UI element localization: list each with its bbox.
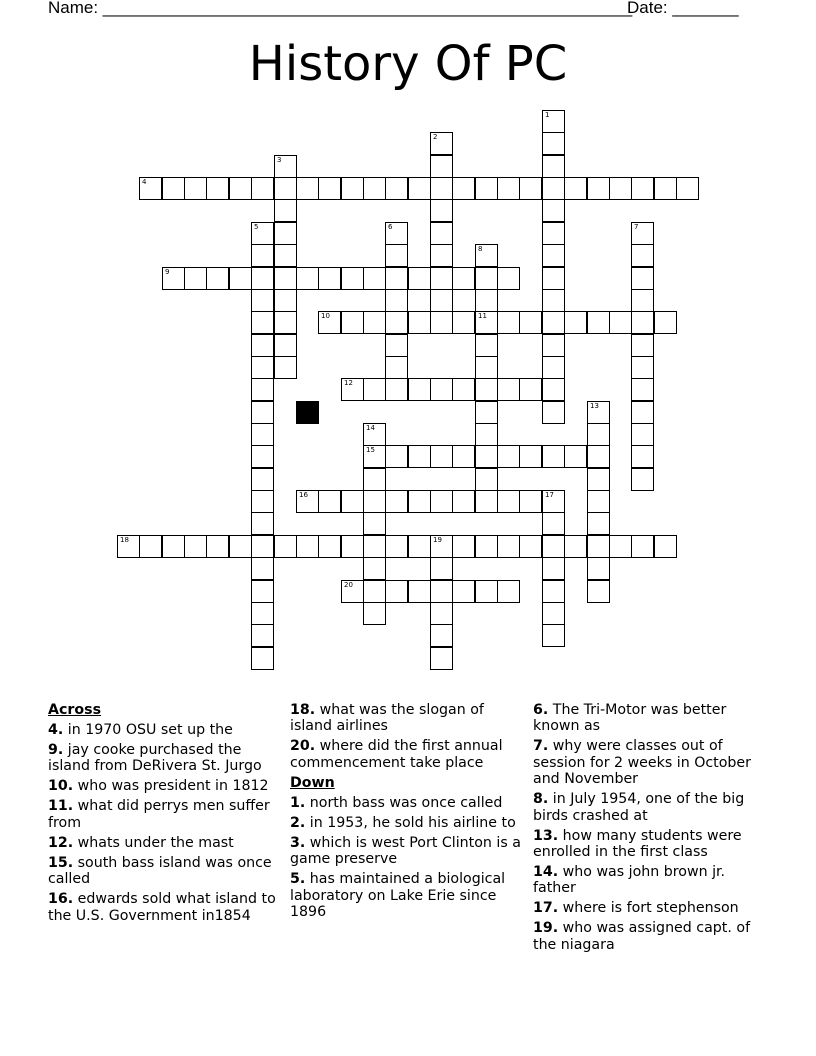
grid-cell[interactable] <box>519 311 542 334</box>
across-clue: 16. edwards sold what island to the U.S. Government in1854 <box>48 891 276 924</box>
grid-cell[interactable] <box>631 535 654 558</box>
grid-cell[interactable] <box>318 535 341 558</box>
grid-cell[interactable] <box>430 132 453 155</box>
grid-cell[interactable] <box>475 334 498 357</box>
grid-cell[interactable] <box>229 535 252 558</box>
grid-cell[interactable] <box>519 378 542 401</box>
grid-cell[interactable] <box>519 535 542 558</box>
down-clue: 7. why were classes out of session for 2 weeks in October and November <box>533 738 751 788</box>
grid-cell[interactable] <box>519 177 542 200</box>
grid-cell[interactable] <box>542 155 565 178</box>
grid-cell[interactable] <box>206 535 229 558</box>
grid-cell[interactable] <box>430 289 453 312</box>
grid-cell[interactable] <box>363 580 386 603</box>
grid-cell[interactable] <box>385 177 408 200</box>
grid-cell[interactable] <box>609 535 632 558</box>
grid-cell[interactable] <box>631 311 654 334</box>
grid-cell[interactable] <box>385 580 408 603</box>
grid-cell[interactable] <box>430 580 453 603</box>
grid-cell[interactable] <box>229 177 252 200</box>
grid-cell[interactable] <box>542 356 565 379</box>
name-field-label[interactable]: Name: ________________________________________________________ <box>48 0 633 17</box>
grid-cell[interactable] <box>363 512 386 535</box>
grid-cell[interactable] <box>363 378 386 401</box>
grid-cell[interactable] <box>452 490 475 513</box>
grid-cell[interactable] <box>251 423 274 446</box>
grid-cell[interactable] <box>408 311 431 334</box>
grid-cell[interactable] <box>430 624 453 647</box>
grid-cell[interactable] <box>631 378 654 401</box>
grid-cell[interactable] <box>564 311 587 334</box>
grid-cell[interactable] <box>542 580 565 603</box>
grid-cell[interactable] <box>296 535 319 558</box>
grid-cell[interactable] <box>162 177 185 200</box>
grid-cell[interactable] <box>363 602 386 625</box>
grid-cell[interactable] <box>542 535 565 558</box>
grid-cell[interactable] <box>542 557 565 580</box>
grid-cell[interactable] <box>363 468 386 491</box>
grid-cell[interactable] <box>475 468 498 491</box>
grid-cell[interactable] <box>274 356 297 379</box>
grid-cell[interactable] <box>363 535 386 558</box>
grid-cell[interactable] <box>452 535 475 558</box>
grid-cell[interactable] <box>363 177 386 200</box>
grid-cell[interactable] <box>497 267 520 290</box>
grid-cell[interactable] <box>542 132 565 155</box>
grid-cell[interactable] <box>542 334 565 357</box>
grid-cell[interactable] <box>274 155 297 178</box>
grid-cell[interactable] <box>251 647 274 670</box>
grid-cell[interactable] <box>676 177 699 200</box>
grid-cell[interactable] <box>408 445 431 468</box>
down-clue: 17. where is fort stephenson <box>533 900 739 917</box>
grid-cell[interactable] <box>363 311 386 334</box>
clue-column-1 <box>48 702 284 928</box>
down-clue: 1. north bass was once called <box>290 794 503 811</box>
grid-cell[interactable] <box>162 535 185 558</box>
grid-cell[interactable] <box>430 199 453 222</box>
grid-cell[interactable] <box>385 311 408 334</box>
grid-cell[interactable] <box>587 535 610 558</box>
clue-number: 18 <box>120 536 129 544</box>
grid-cell[interactable] <box>475 177 498 200</box>
grid-cell[interactable] <box>542 110 565 133</box>
grid-cell[interactable] <box>206 267 229 290</box>
grid-cell[interactable] <box>475 289 498 312</box>
grid-cell[interactable] <box>251 401 274 424</box>
grid-cell[interactable] <box>475 401 498 424</box>
grid-cell[interactable] <box>274 535 297 558</box>
clue-number: 4 <box>142 178 147 186</box>
across-heading: Across <box>48 702 102 718</box>
grid-cell[interactable] <box>274 334 297 357</box>
across-clue: 15. south bass island was once called <box>48 854 272 888</box>
grid-cell[interactable] <box>318 311 341 334</box>
grid-cell[interactable] <box>430 177 453 200</box>
grid-cell[interactable] <box>475 244 498 267</box>
grid-cell[interactable] <box>251 378 274 401</box>
grid-cell[interactable] <box>430 378 453 401</box>
grid-cell[interactable] <box>475 535 498 558</box>
grid-cell[interactable] <box>341 580 364 603</box>
grid-cell[interactable] <box>430 535 453 558</box>
grid-cell[interactable] <box>631 222 654 245</box>
clue-number: 12 <box>344 379 353 387</box>
clue-column-2 <box>290 702 526 924</box>
grid-cell[interactable] <box>587 557 610 580</box>
down-heading: Down <box>290 774 335 791</box>
grid-cell[interactable] <box>519 445 542 468</box>
grid-cell[interactable] <box>385 445 408 468</box>
grid-cell[interactable] <box>229 267 252 290</box>
grid-cell[interactable] <box>251 602 274 625</box>
grid-cell[interactable] <box>542 199 565 222</box>
grid-cell[interactable] <box>542 289 565 312</box>
grid-cell[interactable] <box>363 490 386 513</box>
grid-cell[interactable] <box>274 289 297 312</box>
grid-cell[interactable] <box>341 535 364 558</box>
grid-cell[interactable] <box>587 512 610 535</box>
grid-cell[interactable] <box>184 177 207 200</box>
clue-number: 1 <box>545 111 550 119</box>
grid-cell[interactable] <box>631 177 654 200</box>
grid-cell[interactable] <box>206 177 229 200</box>
grid-cell[interactable] <box>542 512 565 535</box>
grid-cell[interactable] <box>341 490 364 513</box>
down-clue: 6. The Tri-Motor was better known as <box>533 702 727 735</box>
grid-cell[interactable] <box>475 580 498 603</box>
grid-cell[interactable] <box>184 267 207 290</box>
clue-number: 16 <box>299 491 308 499</box>
grid-cell[interactable] <box>497 490 520 513</box>
grid-cell[interactable] <box>475 445 498 468</box>
grid-cell[interactable] <box>363 267 386 290</box>
grid-cell[interactable] <box>587 401 610 424</box>
grid-cell[interactable] <box>251 557 274 580</box>
grid-cell[interactable] <box>430 490 453 513</box>
grid-cell[interactable] <box>430 267 453 290</box>
grid-cell[interactable] <box>296 177 319 200</box>
grid-cell[interactable] <box>631 334 654 357</box>
grid-cell[interactable] <box>475 267 498 290</box>
grid-cell[interactable] <box>475 356 498 379</box>
grid-cell[interactable] <box>519 490 542 513</box>
grid-cell[interactable] <box>587 580 610 603</box>
grid-cell[interactable] <box>408 378 431 401</box>
grid-cell[interactable] <box>452 267 475 290</box>
grid-cell[interactable] <box>497 445 520 468</box>
puzzle-title: History Of PC <box>248 36 568 92</box>
grid-cell[interactable] <box>497 378 520 401</box>
down-clue: 14. who was john brown jr. father <box>533 864 726 897</box>
grid-cell[interactable] <box>497 177 520 200</box>
grid-cell[interactable] <box>587 490 610 513</box>
clue-number: 14 <box>366 424 375 432</box>
grid-cell[interactable] <box>251 222 274 245</box>
grid-cell[interactable] <box>363 423 386 446</box>
grid-cell[interactable] <box>274 222 297 245</box>
across-clue: 10. who was president in 1812 <box>48 778 269 795</box>
grid-cell[interactable] <box>430 445 453 468</box>
clue-number: 8 <box>478 245 483 253</box>
grid-cell[interactable] <box>385 490 408 513</box>
grid-cell[interactable] <box>609 177 632 200</box>
black-square <box>296 401 319 424</box>
grid-cell[interactable] <box>408 490 431 513</box>
grid-cell[interactable] <box>631 468 654 491</box>
grid-cell[interactable] <box>497 580 520 603</box>
grid-cell[interactable] <box>587 423 610 446</box>
across-clue: 11. what did perrys men suffer from <box>48 798 270 831</box>
grid-cell[interactable] <box>430 222 453 245</box>
grid-cell[interactable] <box>542 267 565 290</box>
clue-number: 19 <box>433 536 442 544</box>
grid-cell[interactable] <box>542 244 565 267</box>
grid-cell[interactable] <box>564 177 587 200</box>
grid-cell[interactable] <box>251 580 274 603</box>
grid-cell[interactable] <box>251 624 274 647</box>
grid-cell[interactable] <box>385 535 408 558</box>
grid-cell[interactable] <box>408 267 431 290</box>
grid-cell[interactable] <box>341 311 364 334</box>
grid-cell[interactable] <box>274 267 297 290</box>
grid-cell[interactable] <box>542 378 565 401</box>
grid-cell[interactable] <box>251 289 274 312</box>
grid-cell[interactable] <box>139 177 162 200</box>
grid-cell[interactable] <box>251 356 274 379</box>
grid-cell[interactable] <box>542 177 565 200</box>
grid-cell[interactable] <box>274 244 297 267</box>
grid-cell[interactable] <box>430 602 453 625</box>
grid-cell[interactable] <box>542 490 565 513</box>
grid-cell[interactable] <box>385 267 408 290</box>
grid-cell[interactable] <box>654 177 677 200</box>
grid-cell[interactable] <box>564 445 587 468</box>
grid-cell[interactable] <box>587 445 610 468</box>
across-clue: 12. whats under the mast <box>48 834 234 851</box>
grid-cell[interactable] <box>251 535 274 558</box>
grid-cell[interactable] <box>475 423 498 446</box>
grid-cell[interactable] <box>117 535 140 558</box>
grid-cell[interactable] <box>542 222 565 245</box>
grid-cell[interactable] <box>430 557 453 580</box>
grid-cell[interactable] <box>452 378 475 401</box>
grid-cell[interactable] <box>318 177 341 200</box>
grid-cell[interactable] <box>497 311 520 334</box>
grid-cell[interactable] <box>631 401 654 424</box>
clue-number: 17 <box>545 491 554 499</box>
grid-cell[interactable] <box>430 311 453 334</box>
down-clue: 3. which is west Port Clinton is a game preserve <box>290 834 521 868</box>
grid-cell[interactable] <box>654 535 677 558</box>
grid-cell[interactable] <box>385 356 408 379</box>
grid-cell[interactable] <box>587 311 610 334</box>
grid-cell[interactable] <box>587 468 610 491</box>
grid-cell[interactable] <box>162 267 185 290</box>
grid-cell[interactable] <box>274 199 297 222</box>
down-clue: 5. has maintained a biological laboratory on Lake Erie since 1896 <box>290 871 506 921</box>
grid-cell[interactable] <box>408 580 431 603</box>
grid-cell[interactable] <box>363 445 386 468</box>
clue-number: 3 <box>277 156 282 164</box>
clue-number: 10 <box>321 312 330 320</box>
down-clue: 8. in July 1954, one of the big birds crashed at <box>533 791 745 824</box>
grid-cell[interactable] <box>452 445 475 468</box>
across-clue: 20. where did the first annual commencement take place <box>290 738 503 771</box>
clue-number: 11 <box>478 312 487 320</box>
across-clue: 4. in 1970 OSU set up the <box>48 722 233 738</box>
grid-cell[interactable] <box>251 267 274 290</box>
grid-cell[interactable] <box>385 289 408 312</box>
grid-cell[interactable] <box>542 401 565 424</box>
grid-cell[interactable] <box>542 311 565 334</box>
grid-cell[interactable] <box>341 177 364 200</box>
grid-cell[interactable] <box>542 445 565 468</box>
down-clue: 19. who was assigned capt. of the niagara <box>533 920 751 953</box>
grid-cell[interactable] <box>251 334 274 357</box>
grid-cell[interactable] <box>430 647 453 670</box>
grid-cell[interactable] <box>542 624 565 647</box>
grid-cell[interactable] <box>408 535 431 558</box>
grid-cell[interactable] <box>318 267 341 290</box>
clue-number: 7 <box>634 223 639 231</box>
grid-cell[interactable] <box>274 311 297 334</box>
grid-cell[interactable] <box>497 535 520 558</box>
clue-number: 13 <box>590 402 599 410</box>
grid-cell[interactable] <box>631 423 654 446</box>
grid-cell[interactable] <box>542 602 565 625</box>
clue-number: 5 <box>254 223 259 231</box>
grid-cell[interactable] <box>631 267 654 290</box>
grid-cell[interactable] <box>251 177 274 200</box>
grid-cell[interactable] <box>452 580 475 603</box>
grid-cell[interactable] <box>385 378 408 401</box>
grid-cell[interactable] <box>475 490 498 513</box>
clue-number: 2 <box>433 133 438 141</box>
date-field-label[interactable]: Date: _______ <box>627 0 739 17</box>
grid-cell[interactable] <box>631 244 654 267</box>
grid-cell[interactable] <box>430 155 453 178</box>
grid-cell[interactable] <box>341 267 364 290</box>
grid-cell[interactable] <box>631 356 654 379</box>
grid-cell[interactable] <box>385 334 408 357</box>
clue-number: 6 <box>388 223 393 231</box>
grid-cell[interactable] <box>251 468 274 491</box>
down-clue: 13. how many students were enrolled in the first class <box>533 827 742 861</box>
grid-cell[interactable] <box>363 557 386 580</box>
grid-cell[interactable] <box>251 311 274 334</box>
grid-cell[interactable] <box>609 311 632 334</box>
grid-cell[interactable] <box>318 490 341 513</box>
down-clue: 2. in 1953, he sold his airline to <box>290 814 516 831</box>
clue-number: 15 <box>366 446 375 454</box>
grid-cell[interactable] <box>251 445 274 468</box>
grid-cell[interactable] <box>251 244 274 267</box>
grid-cell[interactable] <box>475 378 498 401</box>
grid-cell[interactable] <box>475 311 498 334</box>
grid-cell[interactable] <box>296 267 319 290</box>
grid-cell[interactable] <box>654 311 677 334</box>
grid-cell[interactable] <box>385 244 408 267</box>
grid-cell[interactable] <box>452 311 475 334</box>
grid-cell[interactable] <box>341 378 364 401</box>
grid-cell[interactable] <box>251 512 274 535</box>
grid-cell[interactable] <box>274 177 297 200</box>
grid-cell[interactable] <box>408 177 431 200</box>
grid-cell[interactable] <box>452 177 475 200</box>
grid-cell[interactable] <box>631 445 654 468</box>
grid-cell[interactable] <box>385 222 408 245</box>
grid-cell[interactable] <box>296 490 319 513</box>
grid-cell[interactable] <box>564 535 587 558</box>
clue-number: 20 <box>344 581 353 589</box>
clue-number: 9 <box>165 268 170 276</box>
grid-cell[interactable] <box>184 535 207 558</box>
grid-cell[interactable] <box>430 244 453 267</box>
across-clue: 9. jay cooke purchased the island from DeRivera St. Jurgo <box>48 742 262 775</box>
clue-column-3 <box>533 702 769 957</box>
grid-cell[interactable] <box>587 177 610 200</box>
across-clue: 18. what was the slogan of island airlines <box>290 702 484 735</box>
grid-cell[interactable] <box>251 490 274 513</box>
grid-cell[interactable] <box>631 289 654 312</box>
grid-cell[interactable] <box>139 535 162 558</box>
